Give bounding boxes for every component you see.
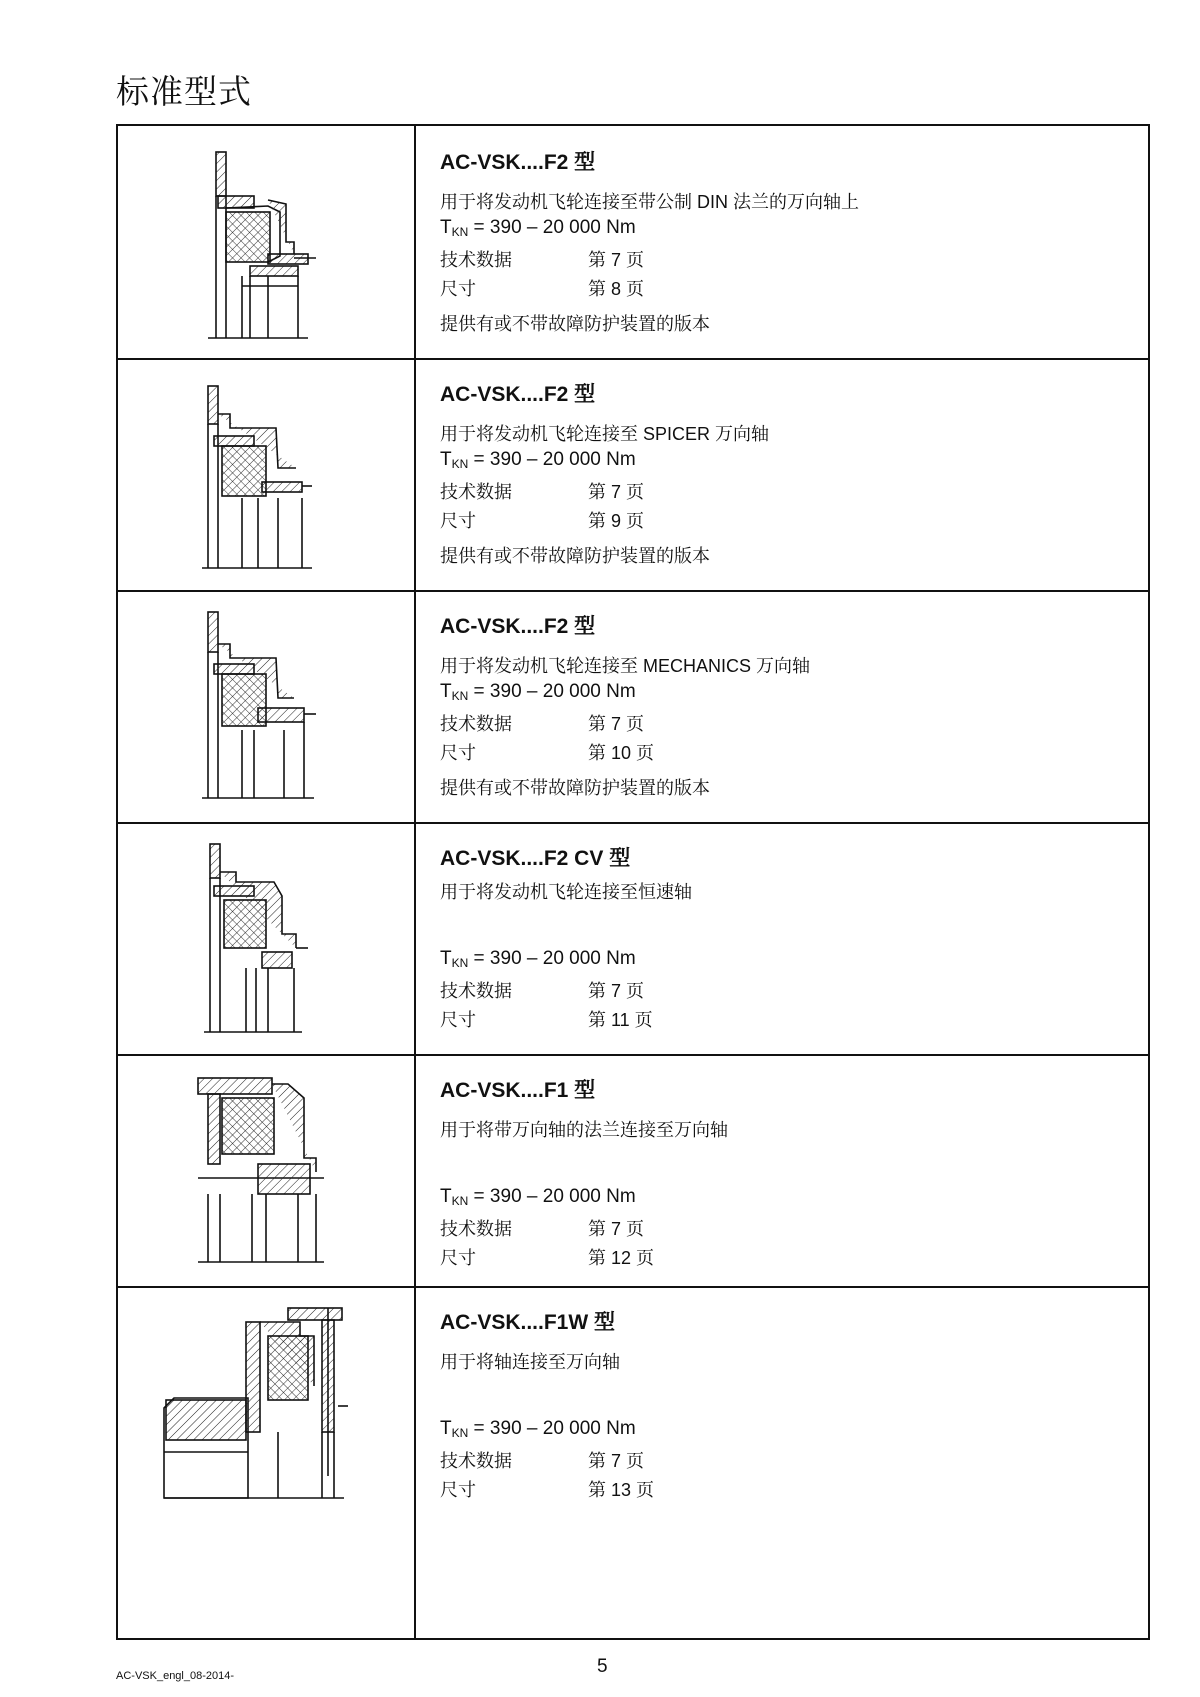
version-note: 提供有或不带故障防护装置的版本 xyxy=(440,314,710,334)
type-title: AC-VSK....F2 型 xyxy=(440,383,596,406)
type-title: AC-VSK....F1W 型 xyxy=(440,1311,616,1334)
dimensions-ref: 尺寸 第 9 页 xyxy=(440,511,645,531)
tech-data-page-link[interactable]: 第 7 页 xyxy=(588,1219,645,1239)
dimensions-page-link[interactable]: 第 10 页 xyxy=(588,743,655,763)
tech-data-ref: 技术数据 第 7 页 xyxy=(440,1219,645,1239)
torque-range: $T_{KN} = 390 - 20$ 000 Nm xyxy=(440,1186,636,1208)
coupling-cross-section-drawing-icon xyxy=(118,1286,416,1518)
tech-data-page-link[interactable]: 第 7 页 xyxy=(588,482,645,502)
tech-data-ref: 技术数据 第 7 页 xyxy=(440,714,645,734)
tech-data-page-link[interactable]: 第 7 页 xyxy=(588,981,645,1001)
page-number: 5 xyxy=(597,1656,608,1677)
tech-data-ref: 技术数据 第 7 页 xyxy=(440,1451,645,1471)
row-text xyxy=(440,126,1138,358)
type-description: 用于将轴连接至万向轴 xyxy=(440,1352,620,1372)
type-title: AC-VSK....F2 型 xyxy=(440,615,596,638)
table-row xyxy=(118,1054,1148,1286)
dimensions-ref: 尺寸 第 13 页 xyxy=(440,1480,655,1500)
version-note: 提供有或不带故障防护装置的版本 xyxy=(440,546,710,566)
torque-range: $T_{KN} = 390 - 20$ 000 Nm xyxy=(440,217,636,239)
version-note: 提供有或不带故障防护装置的版本 xyxy=(440,778,710,798)
row-text xyxy=(440,358,1138,590)
dimensions-ref: 尺寸 第 10 页 xyxy=(440,743,655,763)
table-row xyxy=(118,1286,1148,1638)
table-row xyxy=(118,590,1148,822)
page-title: 标准型式 xyxy=(116,73,252,110)
type-title: AC-VSK....F1 型 xyxy=(440,1079,596,1102)
type-description: 用于将发动机飞轮连接至带公制 DIN 法兰的万向轴上 xyxy=(440,192,859,212)
dimensions-page-link[interactable]: 第 13 页 xyxy=(588,1480,655,1500)
row-text xyxy=(440,590,1138,822)
type-description: 用于将发动机飞轮连接至恒速轴 xyxy=(440,882,692,902)
type-description: 用于将发动机飞轮连接至 MECHANICS 万向轴 xyxy=(440,656,811,676)
row-text xyxy=(440,1054,1138,1286)
dimensions-ref: 尺寸 第 8 页 xyxy=(440,279,645,299)
type-description: 用于将带万向轴的法兰连接至万向轴 xyxy=(440,1120,728,1140)
type-description: 用于将发动机飞轮连接至 SPICER 万向轴 xyxy=(440,424,770,444)
coupling-cross-section-drawing-icon xyxy=(118,358,416,590)
table-row xyxy=(118,358,1148,590)
coupling-cross-section-drawing-icon xyxy=(118,126,416,358)
footer-document-code: AC-VSK_engl_08-2014- xyxy=(116,1670,235,1682)
dimensions-page-link[interactable]: 第 11 页 xyxy=(588,1010,653,1030)
dimensions-ref: 尺寸 第 12 页 xyxy=(440,1248,655,1268)
torque-range: $T_{KN} = 390 - 20$ 000 Nm xyxy=(440,681,636,703)
coupling-cross-section-drawing-icon xyxy=(118,1054,416,1286)
row-text xyxy=(440,1286,1138,1638)
coupling-cross-section-drawing-icon xyxy=(118,822,416,1054)
tech-data-ref: 技术数据 第 7 页 xyxy=(440,482,645,502)
product-table xyxy=(116,124,1150,1640)
torque-range: $T_{KN} = 390 - 20$ 000 Nm xyxy=(440,1418,636,1440)
tech-data-page-link[interactable]: 第 7 页 xyxy=(588,250,645,270)
table-row xyxy=(118,822,1148,1054)
tech-data-page-link[interactable]: 第 7 页 xyxy=(588,714,645,734)
row-text xyxy=(440,822,1138,1054)
dimensions-ref: 尺寸 第 11 页 xyxy=(440,1010,653,1030)
table-row xyxy=(118,126,1148,358)
coupling-cross-section-drawing-icon xyxy=(118,590,416,822)
torque-range: $T_{KN} = 390 - 20$ 000 Nm xyxy=(440,449,636,471)
dimensions-page-link[interactable]: 第 12 页 xyxy=(588,1248,655,1268)
torque-range: $T_{KN} = 390 - 20$ 000 Nm xyxy=(440,948,636,970)
type-title: AC-VSK....F2 CV 型 xyxy=(440,847,631,870)
dimensions-page-link[interactable]: 第 8 页 xyxy=(588,279,645,299)
tech-data-ref: 技术数据 第 7 页 xyxy=(440,250,645,270)
dimensions-page-link[interactable]: 第 9 页 xyxy=(588,511,645,531)
tech-data-ref: 技术数据 第 7 页 xyxy=(440,981,645,1001)
type-title: AC-VSK....F2 型 xyxy=(440,151,596,174)
tech-data-page-link[interactable]: 第 7 页 xyxy=(588,1451,645,1471)
